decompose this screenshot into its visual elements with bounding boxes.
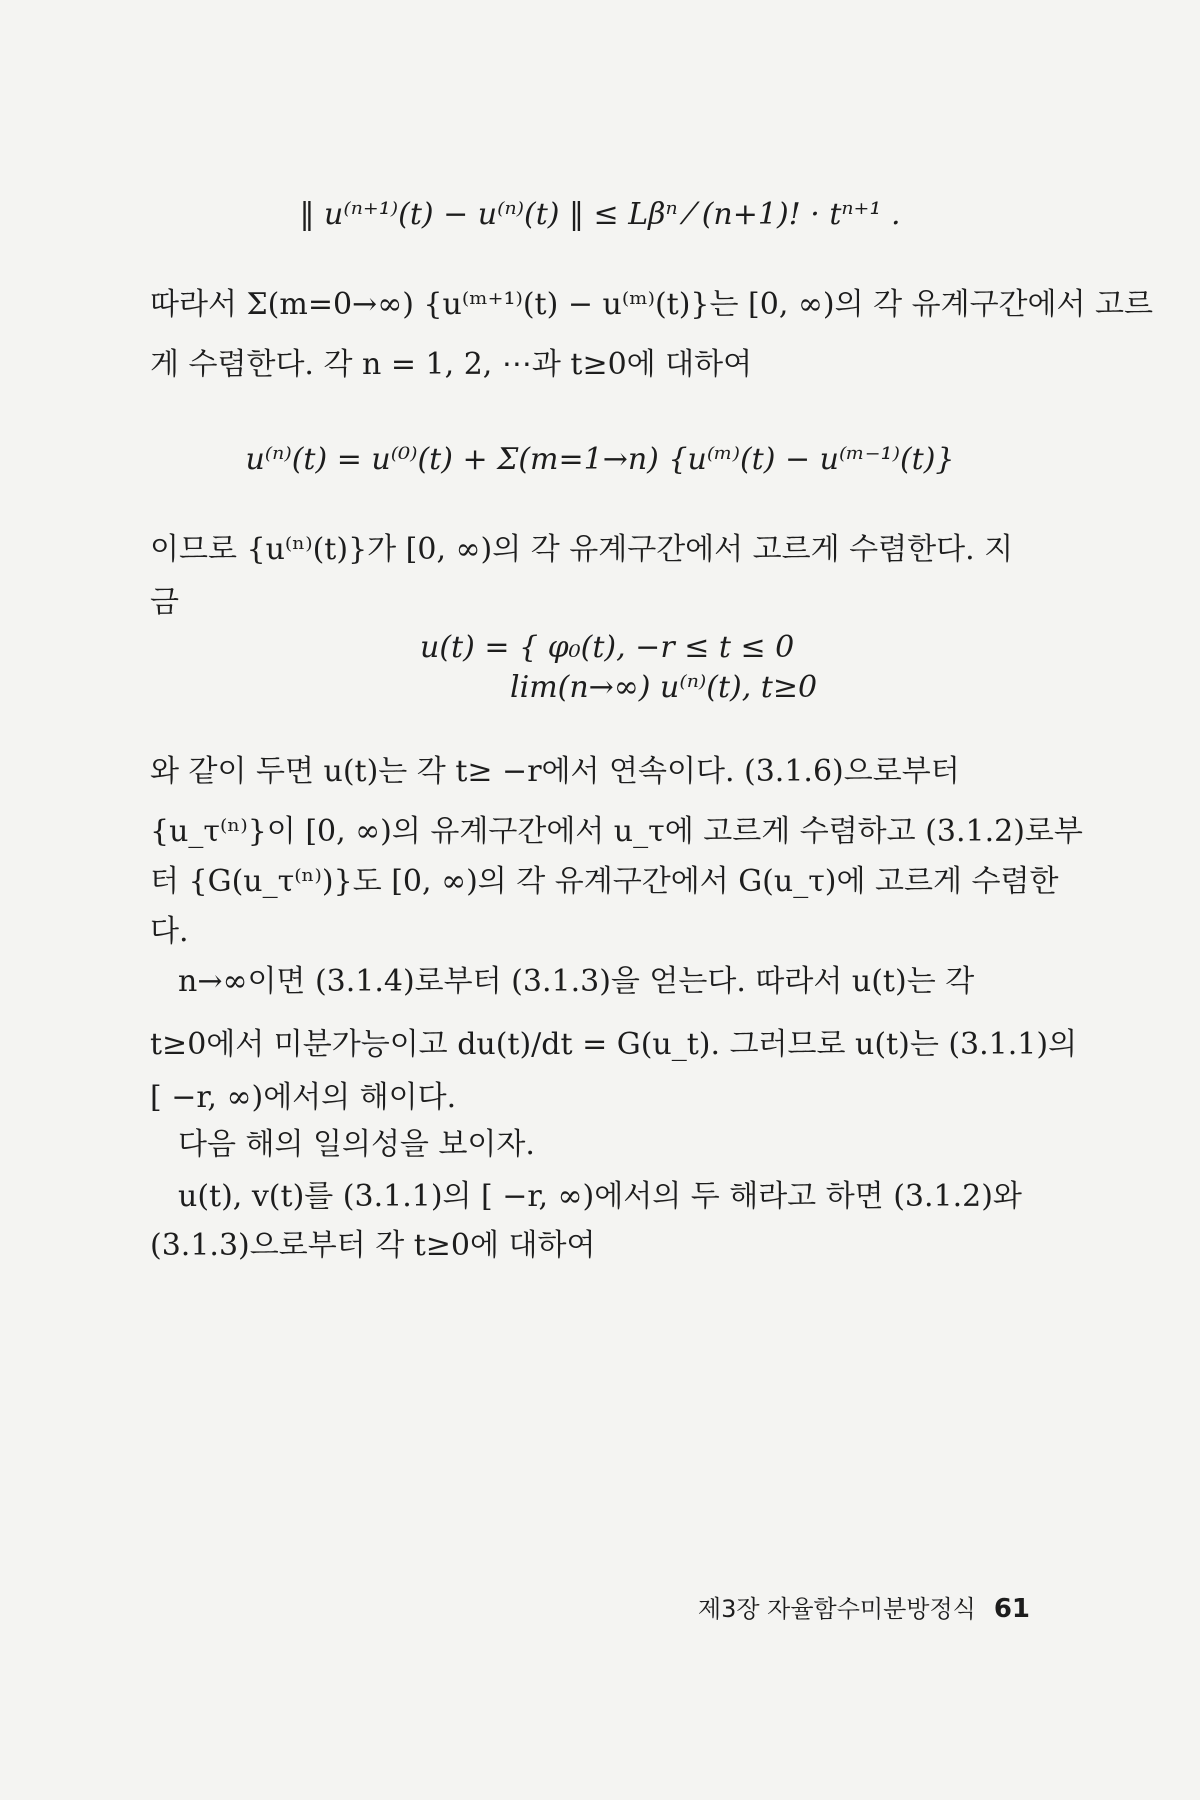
- equation-piecewise-bottom: lim(n→∞) u⁽ⁿ⁾(t), t≥0: [510, 670, 818, 705]
- text-line-2: 게 수렴한다. 각 n = 1, 2, ⋯과 t≥0에 대하여: [150, 347, 753, 382]
- text-line-11: [ −r, ∞)에서의 해이다.: [150, 1080, 457, 1115]
- text-line-6: {u_τ⁽ⁿ⁾}이 [0, ∞)의 유계구간에서 u_τ에 고르게 수렴하고 (3.1.2)로부: [150, 814, 1083, 849]
- chapter-title: 제3장 자율함수미분방정식: [697, 1595, 976, 1623]
- equation-inequality: ‖ u⁽ⁿ⁺¹⁾(t) − u⁽ⁿ⁾(t) ‖ ≤ Lβⁿ ⁄ (n+1)! · tⁿ⁺¹ .: [299, 197, 901, 232]
- equation-piecewise-top: u(t) = { φ₀(t), −r ≤ t ≤ 0: [420, 630, 795, 665]
- text-line-12: 다음 해의 일의성을 보이자.: [178, 1127, 535, 1162]
- text-line-7: 터 {G(u_τ⁽ⁿ⁾)}도 [0, ∞)의 각 유계구간에서 G(u_τ)에 고르게 수렴한: [150, 864, 1059, 899]
- text-line-14: (3.1.3)으로부터 각 t≥0에 대하여: [150, 1228, 596, 1263]
- text-line-5: 와 같이 두면 u(t)는 각 t≥ −r에서 연속이다. (3.1.6)으로부터: [150, 754, 960, 789]
- page-footer: [698, 1593, 1030, 1625]
- text-line-4: 금: [150, 585, 179, 620]
- text-line-8: 다.: [150, 914, 189, 949]
- text-line-10: t≥0에서 미분가능이고 du(t)/dt = G(u_t). 그러므로 u(t)는 (3.1.1)의: [150, 1027, 1078, 1062]
- page-number: 61: [993, 1594, 1030, 1624]
- equation-series: u⁽ⁿ⁾(t) = u⁽⁰⁾(t) + Σ(m=1→n) {u⁽ᵐ⁾(t) − u⁽ᵐ⁻¹⁾(t)}: [245, 442, 955, 477]
- text-line-9: n→∞이면 (3.1.4)로부터 (3.1.3)을 얻는다. 따라서 u(t)는 각: [178, 964, 975, 999]
- text-line-1: 따라서 Σ(m=0→∞) {u⁽ᵐ⁺¹⁾(t) − u⁽ᵐ⁾(t)}는 [0, ∞)의 각 유계구간에서 고르: [150, 287, 1153, 322]
- text-line-3: 이므로 {u⁽ⁿ⁾(t)}가 [0, ∞)의 각 유계구간에서 고르게 수렴한다. 지: [150, 532, 1014, 567]
- text-line-13: u(t), v(t)를 (3.1.1)의 [ −r, ∞)에서의 두 해라고 하면 (3.1.2)와: [178, 1179, 1022, 1214]
